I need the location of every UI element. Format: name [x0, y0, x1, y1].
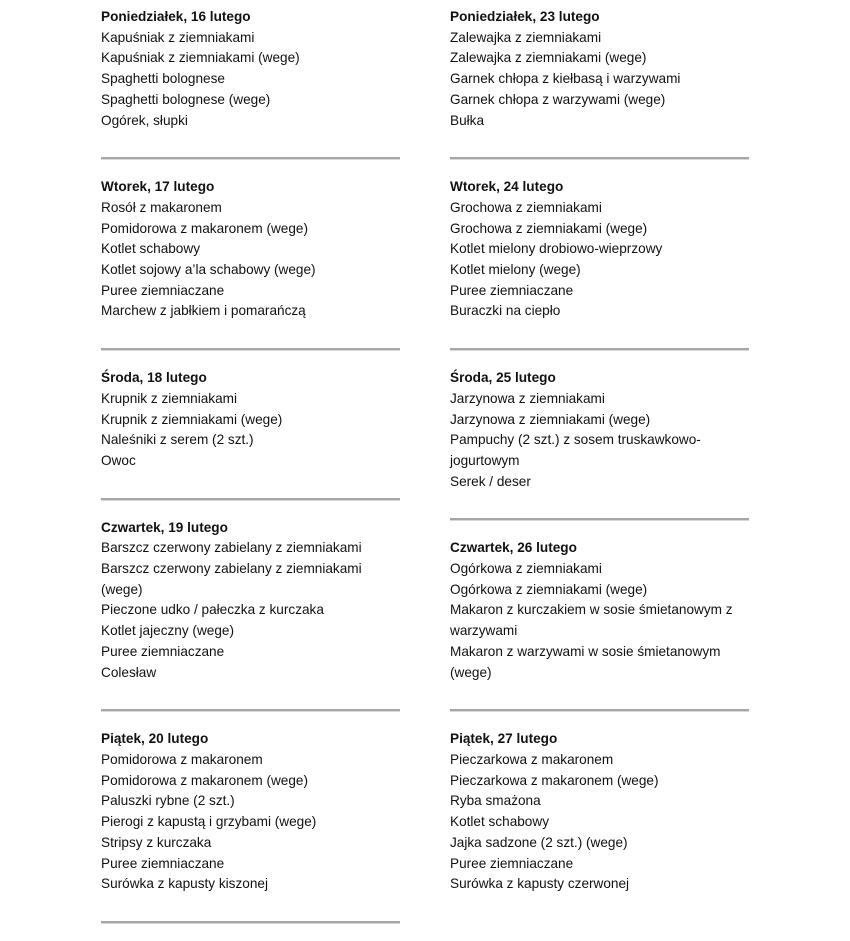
dish-item: Colesław	[101, 664, 157, 680]
dish-item: Jarzynowa z ziemniakami	[450, 390, 605, 406]
dish-item: Kotlet mielony (wege)	[450, 262, 581, 278]
dish-item: Makaron z kurczakiem w sosie śmietanowym z warzywami	[450, 602, 733, 639]
dish-item: Puree ziemniaczane	[101, 643, 225, 659]
day-block	[450, 538, 750, 683]
menu-column-week-2	[450, 7, 750, 895]
dish-item: Ogórkowa z ziemniakami (wege)	[450, 581, 648, 597]
dish-item: Jarzynowa z ziemniakami (wege)	[450, 411, 651, 427]
section-divider	[450, 157, 749, 159]
dish-item: Ogórkowa z ziemniakami	[450, 561, 602, 577]
dish-item: Puree ziemniaczane	[101, 855, 225, 871]
day-block	[101, 177, 401, 322]
dish-item: Spaghetti bolognese (wege)	[101, 91, 271, 107]
day-block	[450, 729, 750, 895]
dish-item: Surówka z kapusty kiszonej	[101, 876, 268, 892]
dish-item: Pomidorowa z makaronem	[101, 751, 263, 767]
section-divider	[101, 709, 400, 711]
section-divider	[101, 157, 400, 159]
dish-item: Grochowa z ziemniakami	[450, 199, 602, 215]
dish-item: Kotlet schabowy	[101, 241, 200, 257]
dish-item: Barszcz czerwony zabielany z ziemniakami	[101, 540, 362, 556]
day-title: Piątek, 27 lutego	[450, 731, 558, 747]
dish-item: Ryba smażona	[450, 793, 541, 809]
day-block	[101, 368, 401, 472]
day-block	[101, 7, 401, 131]
dish-item: Serek / deser	[450, 473, 531, 489]
dish-item: Kotlet schabowy	[450, 814, 549, 830]
dish-item: Owoc	[101, 452, 136, 468]
dish-item: Pieczarkowa z makaronem	[450, 751, 614, 767]
dish-item: Pierogi z kapustą i grzybami (wege)	[101, 814, 317, 830]
day-title: Wtorek, 24 lutego	[450, 179, 564, 195]
dish-item: Surówka z kapusty czerwonej	[450, 876, 630, 892]
dish-item: Pieczone udko / pałeczka z kurczaka	[101, 602, 324, 618]
dish-item: Krupnik z ziemniakami (wege)	[101, 411, 283, 427]
dish-item: Buraczki na ciepło	[450, 303, 561, 319]
day-block	[450, 7, 750, 131]
day-title: Poniedziałek, 23 lutego	[450, 9, 600, 24]
day-title: Wtorek, 17 lutego	[101, 179, 215, 195]
dish-item: Puree ziemniaczane	[101, 282, 225, 298]
dish-item: Garnek chłopa z kiełbasą i warzywami	[450, 71, 681, 87]
dish-item: Kotlet sojowy a’la schabowy (wege)	[101, 262, 316, 278]
dish-item: Marchew z jabłkiem i pomarańczą	[101, 303, 306, 319]
day-block	[101, 518, 401, 684]
dish-item: Spaghetti bolognese	[101, 71, 225, 87]
day-title: Czwartek, 19 lutego	[101, 519, 228, 535]
dish-item: Ogórek, słupki	[101, 112, 188, 128]
dish-item: Makaron z warzywami w sosie śmietanowym (wege)	[450, 643, 721, 680]
dish-item: Pomidorowa z makaronem (wege)	[101, 220, 309, 236]
dish-item: Kotlet jajeczny (wege)	[101, 623, 234, 639]
dish-item: Zalewajka z ziemniakami	[450, 29, 602, 45]
day-title: Środa, 25 lutego	[450, 370, 556, 386]
section-divider	[101, 921, 400, 923]
section-divider	[101, 348, 400, 350]
section-divider	[450, 518, 749, 520]
dish-item: Krupnik z ziemniakami	[101, 390, 237, 406]
dish-item: Paluszki rybne (2 szt.)	[101, 793, 235, 809]
dish-item: Rosół z makaronem	[101, 199, 222, 215]
dish-item: Barszcz czerwony zabielany z ziemniakami (wege)	[101, 561, 362, 597]
dish-item: Pomidorowa z makaronem (wege)	[101, 772, 309, 788]
dish-item: Grochowa z ziemniakami (wege)	[450, 220, 648, 236]
dish-item: Stripsy z kurczaka	[101, 834, 212, 850]
section-divider	[450, 709, 749, 711]
dish-item: Puree ziemniaczane	[450, 282, 574, 298]
dish-item: Bułka	[450, 112, 485, 128]
dish-item: Kapuśniak z ziemniakami	[101, 29, 255, 45]
day-title: Środa, 18 lutego	[101, 370, 207, 386]
day-title: Piątek, 20 lutego	[101, 731, 209, 747]
dish-item: Zalewajka z ziemniakami (wege)	[450, 50, 647, 66]
dish-item: Jajka sadzone (2 szt.) (wege)	[450, 834, 628, 850]
day-block	[101, 729, 401, 895]
section-divider	[450, 348, 749, 350]
dish-item: Puree ziemniaczane	[450, 855, 574, 871]
dish-item: Kapuśniak z ziemniakami (wege)	[101, 50, 300, 66]
dish-item: Naleśniki z serem (2 szt.)	[101, 432, 254, 448]
day-title: Poniedziałek, 16 lutego	[101, 9, 251, 24]
section-divider	[101, 498, 400, 500]
day-title: Czwartek, 26 lutego	[450, 540, 577, 556]
day-block	[450, 177, 750, 322]
dish-item: Pampuchy (2 szt.) z sosem truskawkowo-jogurtowym	[450, 432, 701, 468]
menu-column-week-1	[101, 7, 401, 941]
dish-item: Garnek chłopa z warzywami (wege)	[450, 91, 666, 107]
dish-item: Kotlet mielony drobiowo-wieprzowy	[450, 241, 663, 257]
day-block	[450, 368, 750, 492]
dish-item: Pieczarkowa z makaronem (wege)	[450, 772, 659, 788]
